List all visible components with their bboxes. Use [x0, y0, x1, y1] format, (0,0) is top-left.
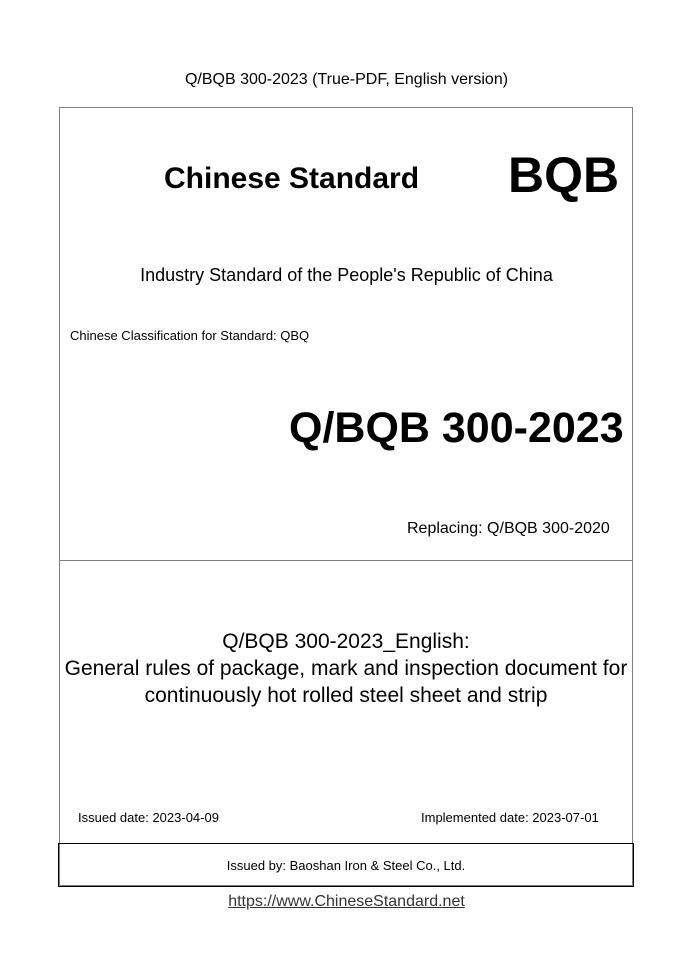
- document-title-block: [59, 628, 633, 709]
- replacing-text: Replacing: Q/BQB 300-2020: [407, 520, 610, 537]
- industry-standard-line: Industry Standard of the People's Republic of China: [140, 265, 553, 285]
- brand-code: BQB: [508, 147, 620, 203]
- section-divider: [59, 560, 633, 561]
- title-line-2: General rules of package, mark and inspection document for: [64, 657, 628, 680]
- cover-frame: [59, 107, 633, 886]
- issued-date: Issued date: 2023-04-09: [78, 810, 219, 825]
- classification-text: Chinese Classification for Standard: QBQ: [70, 328, 310, 343]
- title-line-3: continuously hot rolled steel sheet and strip: [144, 684, 548, 707]
- brand-title: Chinese Standard: [164, 162, 420, 195]
- issuer-text: Issued by: Baoshan Iron & Steel Co., Ltd.: [226, 857, 466, 873]
- page-header-title: Q/BQB 300-2023 (True-PDF, English version): [184, 71, 509, 88]
- standard-number: Q/BQB 300-2023: [289, 404, 624, 452]
- implemented-date: Implemented date: 2023-07-01: [421, 810, 599, 825]
- issuer-box: [58, 843, 634, 887]
- title-line-1: Q/BQB 300-2023_English:: [222, 630, 470, 653]
- footer-website-link[interactable]: https://www.ChineseStandard.net: [228, 893, 465, 910]
